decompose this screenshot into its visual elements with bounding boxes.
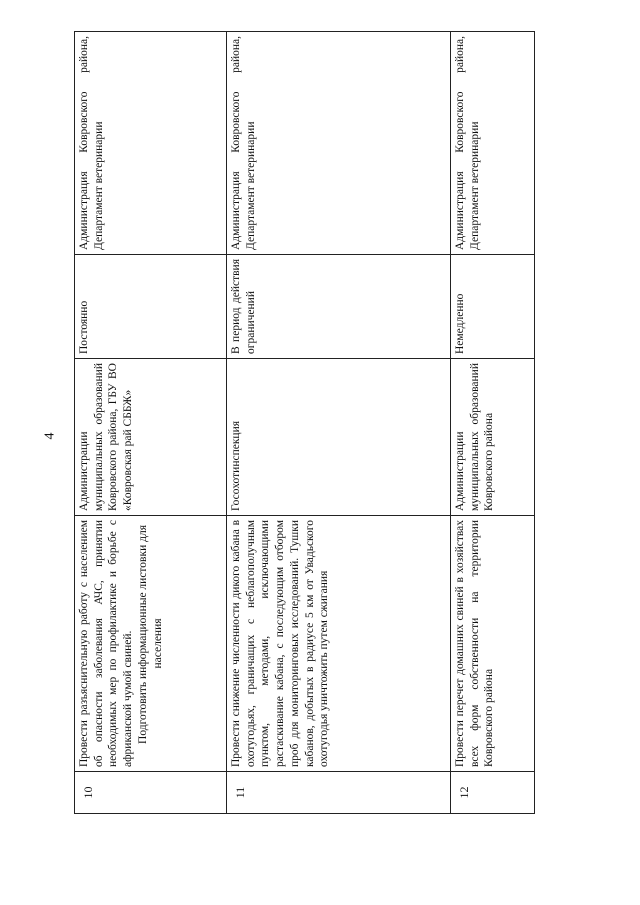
term-cell: В период действия ограничений [227,255,451,359]
control-cell: Администрация Ковровского района, Департамент ветеринарии [227,32,451,255]
term-cell: Немедленно [451,255,535,359]
table-row [75,32,227,814]
table-row [451,32,535,814]
row-number: 12 [451,772,535,814]
action-text: Провести разъяснительную работу с населением об опасности заболевания АЧС, принятии необходимых мер по профилактике и борьбе с африканской чумой свиней. [78,520,135,767]
term-cell: Постоянно [75,255,227,359]
page-number: 4 [42,432,58,440]
action-cell [227,516,451,772]
responsible-cell: Администрации муниципальных образований Ковровского района [451,359,535,516]
action-extra-text: Тушки кабанов, добытых в радиусе 5 км от Увадьского охотугодья уничтожить путем сжигания [288,520,331,767]
control-cell: Администрация Ковровского района, Департамент ветеринарии [451,32,535,255]
measures-table [74,31,535,814]
action-cell: Провести перечет домашних свиней в хозяйствах всех форм собственности на территории Ковровского района [451,516,535,772]
responsible-cell: Администрации муниципальных образований Ковровского района, ГБУ ВО «Ковровская рай СББЖ» [75,359,227,516]
action-text: Провести снижение численности дикого кабана в охотугодьях, граничащих с неблагополучным пунктом, методами, исключающими растаскивание кабана, с последующим отбором проб для мониторинговых исследований. [230,520,301,767]
responsible-cell: Госохотинспекция [227,359,451,516]
action-cell [75,516,227,772]
control-cell: Администрация Ковровского района, Департамент ветеринарии [75,32,227,255]
action-extra-text: Подготовить информационные листовки для населения [136,525,164,744]
row-number: 10 [75,772,227,814]
measures-table-wrapper [74,32,534,814]
table-row [227,32,451,814]
row-number: 11 [227,772,451,814]
